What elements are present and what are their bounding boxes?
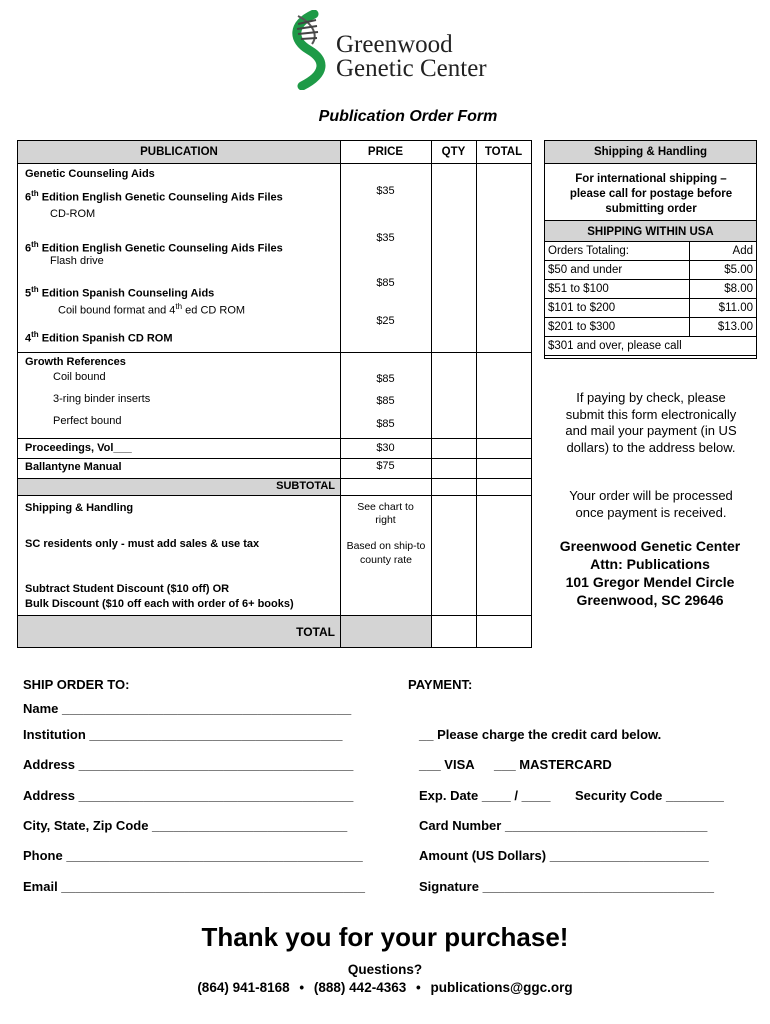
shipping-rate-table — [544, 241, 757, 356]
order-table — [17, 140, 532, 648]
questions: Questions? — [347, 962, 423, 977]
shipping-intl-note: For international shipping – please call for postage before submitting order — [569, 173, 733, 215]
rate-range: $51 to $100 — [545, 280, 690, 299]
subtotal-label: SUBTOTAL — [276, 480, 335, 492]
item1-price: $35 — [376, 185, 395, 197]
address-line-1: Greenwood Genetic Center — [559, 538, 741, 554]
gr-title: Growth References — [25, 356, 126, 368]
amount-field[interactable]: Amount (US Dollars) ______________________ — [419, 848, 709, 863]
gr1: Coil bound — [53, 371, 106, 383]
ballantyne-price: $75 — [376, 460, 395, 472]
address-line-4: Greenwood, SC 29646 — [576, 592, 724, 608]
gr2: 3-ring binder inserts — [53, 393, 151, 405]
item3-name: 5th Edition Spanish Counseling Aids — [25, 285, 215, 300]
rate-add: $5.00 — [690, 261, 757, 280]
logo — [284, 10, 496, 90]
rate-col-orders: Orders Totaling: — [545, 242, 690, 261]
email-field[interactable]: Email __________________________________________ — [23, 879, 365, 894]
address-field-2[interactable]: Address ______________________________________ — [23, 788, 354, 803]
rate-range: $101 to $200 — [545, 299, 690, 318]
phone-field[interactable]: Phone _________________________________________ — [23, 848, 363, 863]
rate-last: $301 and over, please call — [545, 337, 757, 356]
col-total: TOTAL — [484, 146, 523, 158]
visa-option[interactable]: ___ VISA — [419, 757, 475, 772]
shipping-within-usa: SHIPPING WITHIN USA — [587, 226, 714, 238]
city-state-zip-field[interactable]: City, State, Zip Code ___________________________ — [23, 818, 348, 833]
rate-range: $201 to $300 — [545, 318, 690, 337]
discount-2: Bulk Discount ($10 off each with order of 6+ books) — [25, 598, 294, 610]
charge-card-option[interactable]: __ Please charge the credit card below. — [419, 727, 662, 742]
col-price: PRICE — [367, 146, 404, 158]
sh-price: See chart to right — [357, 501, 414, 526]
shipping-title: Shipping & Handling — [593, 146, 708, 158]
gr2-price: $85 — [376, 395, 395, 407]
bullet-icon: • — [416, 980, 421, 995]
item3-sub: Coil bound format and 4th ed CD ROM — [58, 302, 246, 317]
col-publication: PUBLICATION — [140, 146, 218, 158]
gr3: Perfect bound — [53, 415, 122, 427]
col-qty: QTY — [441, 146, 466, 158]
item2-name: 6th Edition English Genetic Counseling Aids Files — [25, 240, 283, 255]
payment-title: PAYMENT: — [408, 677, 473, 692]
name-field[interactable]: Name ________________________________________ — [23, 701, 352, 716]
rate-range: $50 and under — [545, 261, 690, 280]
card-number-field[interactable]: Card Number ____________________________ — [419, 818, 708, 833]
gca-title: Genetic Counseling Aids — [25, 168, 155, 180]
thank-you: Thank you for your purchase! — [201, 922, 569, 952]
item1-sub: CD-ROM — [50, 208, 96, 220]
ship-to-title: SHIP ORDER TO: — [23, 677, 130, 692]
item2-price: $35 — [376, 232, 395, 244]
logo-line-1: Greenwood — [336, 31, 453, 58]
bullet-icon: • — [299, 980, 305, 995]
item3-price: $85 — [376, 277, 395, 289]
security-code-field[interactable]: Security Code ________ — [575, 788, 724, 803]
sh-label: Shipping & Handling — [25, 502, 134, 514]
signature-field[interactable]: Signature ________________________________ — [419, 879, 714, 894]
sc-price: Based on ship-to county rate — [346, 540, 426, 566]
exp-date-field[interactable]: Exp. Date ____ / ____ — [419, 788, 551, 803]
rate-col-add: Add — [690, 242, 757, 261]
check-note: If paying by check, please submit this form electronically and mail your payment (in US dollars) to the address below. — [565, 390, 737, 455]
address-field-1[interactable]: Address ______________________________________ — [23, 757, 354, 772]
contact-line — [0, 980, 770, 995]
phone-1: (864) 941-8168 — [197, 980, 290, 995]
phone-2: (888) 442-4363 — [313, 980, 407, 995]
item2-sub: Flash drive — [50, 255, 104, 267]
logo-line-2: Genetic Center — [336, 55, 487, 82]
item4-name: 4th Edition Spanish CD ROM — [25, 330, 173, 345]
item4-price: $25 — [376, 315, 395, 327]
contact-email[interactable]: publications@ggc.org — [430, 980, 573, 995]
institution-field[interactable]: Institution ___________________________________ — [23, 727, 343, 742]
rate-add: $13.00 — [690, 318, 757, 337]
ballantyne: Ballantyne Manual — [25, 461, 122, 473]
total-label: TOTAL — [296, 625, 335, 639]
proceedings-price: $30 — [376, 442, 395, 454]
proceedings: Proceedings, Vol___ — [25, 442, 132, 454]
gr3-price: $85 — [376, 418, 395, 430]
address-line-3: 101 Gregor Mendel Circle — [565, 574, 735, 590]
mastercard-option[interactable]: ___ MASTERCARD — [494, 757, 612, 772]
discount-1: Subtract Student Discount ($10 off) OR — [25, 583, 230, 595]
gr1-price: $85 — [376, 373, 395, 385]
dna-helix-icon — [284, 10, 334, 90]
sc-label: SC residents only - must add sales & use tax — [25, 538, 260, 550]
rate-add: $8.00 — [690, 280, 757, 299]
rate-add: $11.00 — [690, 299, 757, 318]
item1-name: 6th Edition English Genetic Counseling Aids Files — [25, 189, 283, 204]
processed-note: Your order will be processed once payment is received. — [569, 488, 733, 520]
form-title: Publication Order Form — [318, 108, 498, 125]
address-line-2: Attn: Publications — [590, 556, 710, 572]
shipping-box — [544, 140, 757, 359]
